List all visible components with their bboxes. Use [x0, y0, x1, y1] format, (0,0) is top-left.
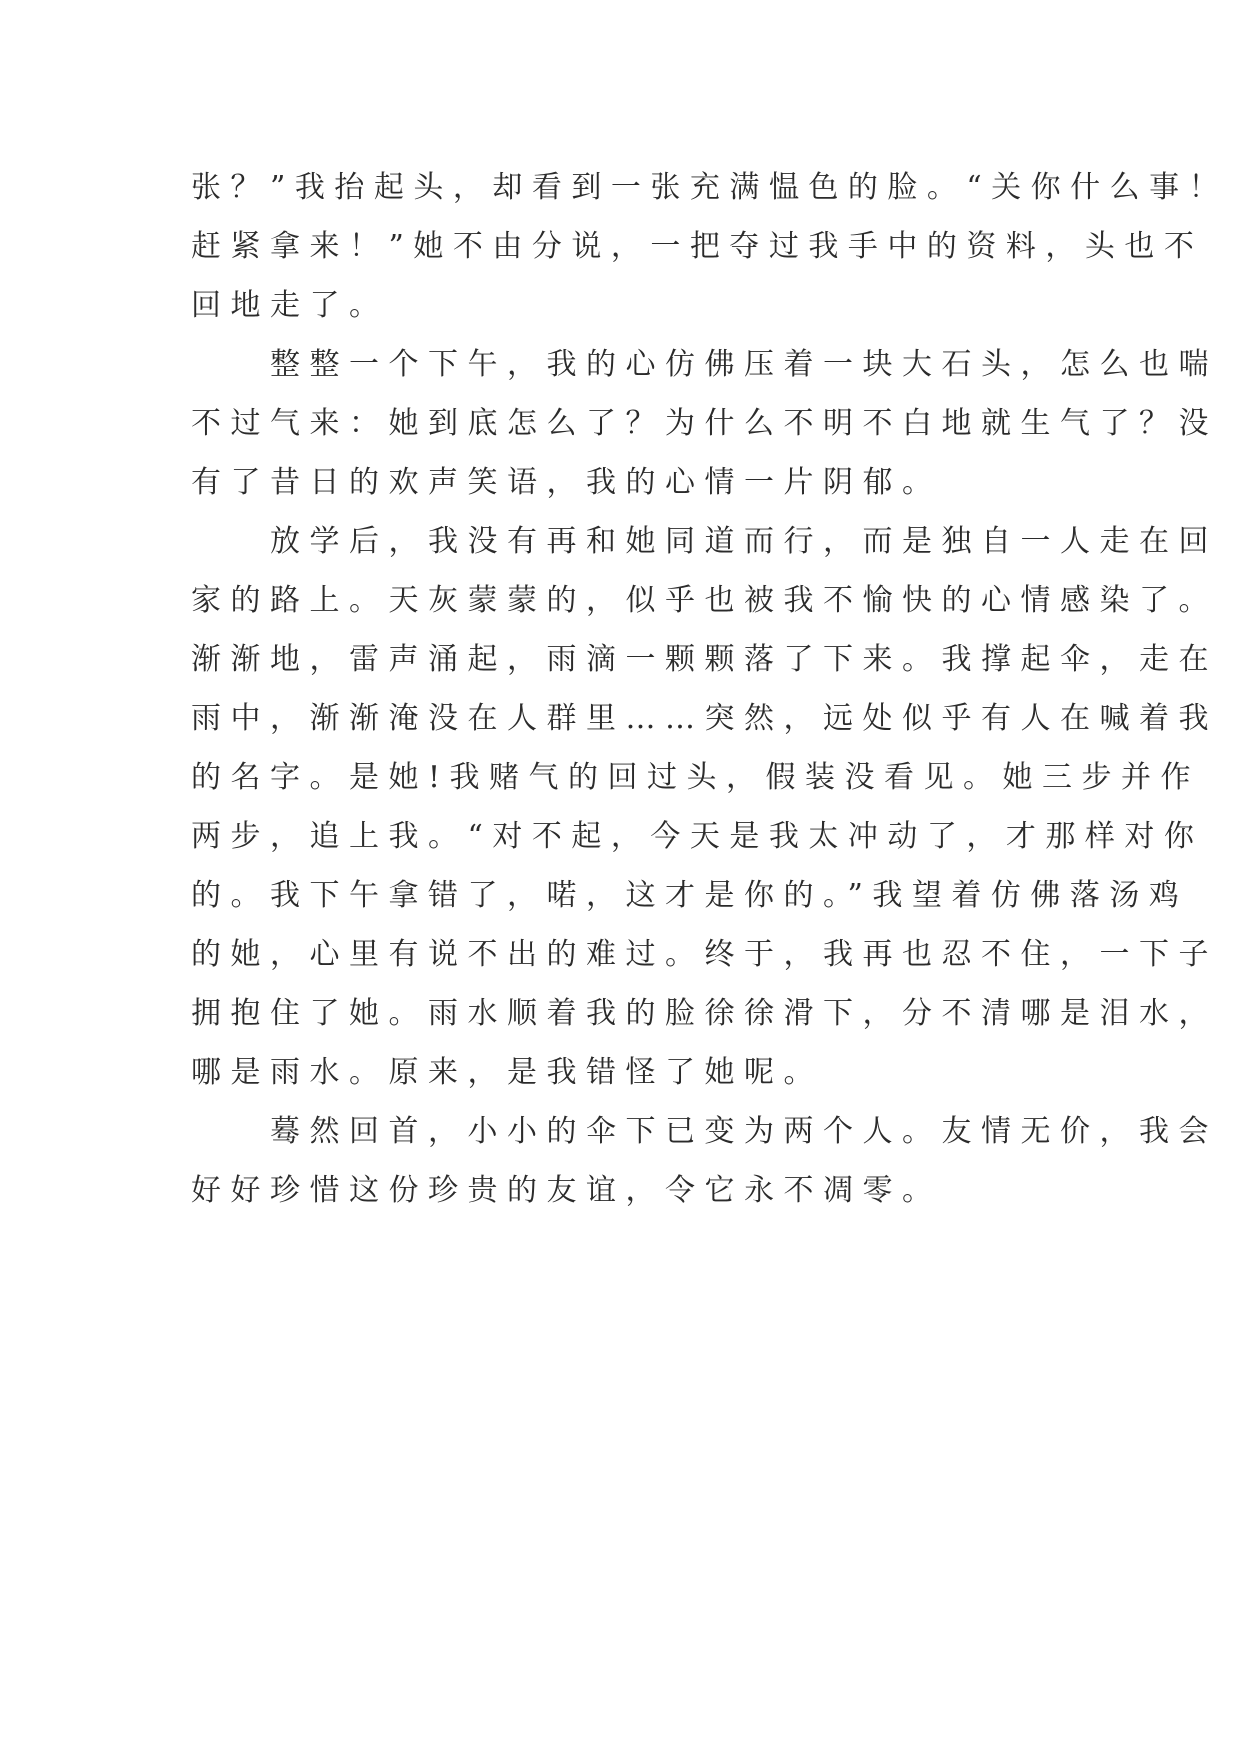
- text-line: 的。我下午拿错了，喏，这才是你的。”我望着仿佛落汤鸡: [191, 878, 1189, 913]
- text-line: 雨中，渐渐淹没在人群里……突然，远处似乎有人在喊着我: [191, 701, 1218, 736]
- text-line: 蓦然回首，小小的伞下已变为两个人。友情无价，我会: [191, 1114, 1218, 1149]
- text-line: 有了昔日的欢声笑语，我的心情一片阴郁。: [191, 465, 942, 500]
- text-line: 放学后，我没有再和她同道而行，而是独自一人走在回: [191, 524, 1218, 559]
- text-line: 渐渐地，雷声涌起，雨滴一颗颗落了下来。我撑起伞，走在: [191, 642, 1218, 677]
- text-line: 拥抱住了她。雨水顺着我的脸徐徐滑下，分不清哪是泪水，: [191, 996, 1218, 1031]
- text-line: 家的路上。天灰蒙蒙的，似乎也被我不愉快的心情感染了。: [191, 583, 1218, 618]
- text-line: 张？”我抬起头，却看到一张充满愠色的脸。“关你什么事！: [191, 170, 1229, 205]
- essay-body: [191, 158, 1229, 1220]
- text-line: 回地走了。: [191, 288, 389, 323]
- text-line: 两步，追上我。“对不起，今天是我太冲动了，才那样对你: [191, 819, 1204, 854]
- text-line: 整整一个下午，我的心仿佛压着一块大石头，怎么也喘: [191, 347, 1218, 382]
- text-line: 不过气来：她到底怎么了？为什么不明不白地就生气了？没: [191, 406, 1218, 441]
- text-line: 赶紧拿来！”她不由分说，一把夺过我手中的资料，头也不: [191, 229, 1204, 264]
- text-line: 好好珍惜这份珍贵的友谊，令它永不凋零。: [191, 1173, 942, 1208]
- text-line: 的她，心里有说不出的难过。终于，我再也忍不住，一下子: [191, 937, 1218, 972]
- text-line: 哪是雨水。原来，是我错怪了她呢。: [191, 1055, 823, 1090]
- text-line: 的名字。是她!我赌气的回过头，假装没看见。她三步并作: [191, 760, 1201, 795]
